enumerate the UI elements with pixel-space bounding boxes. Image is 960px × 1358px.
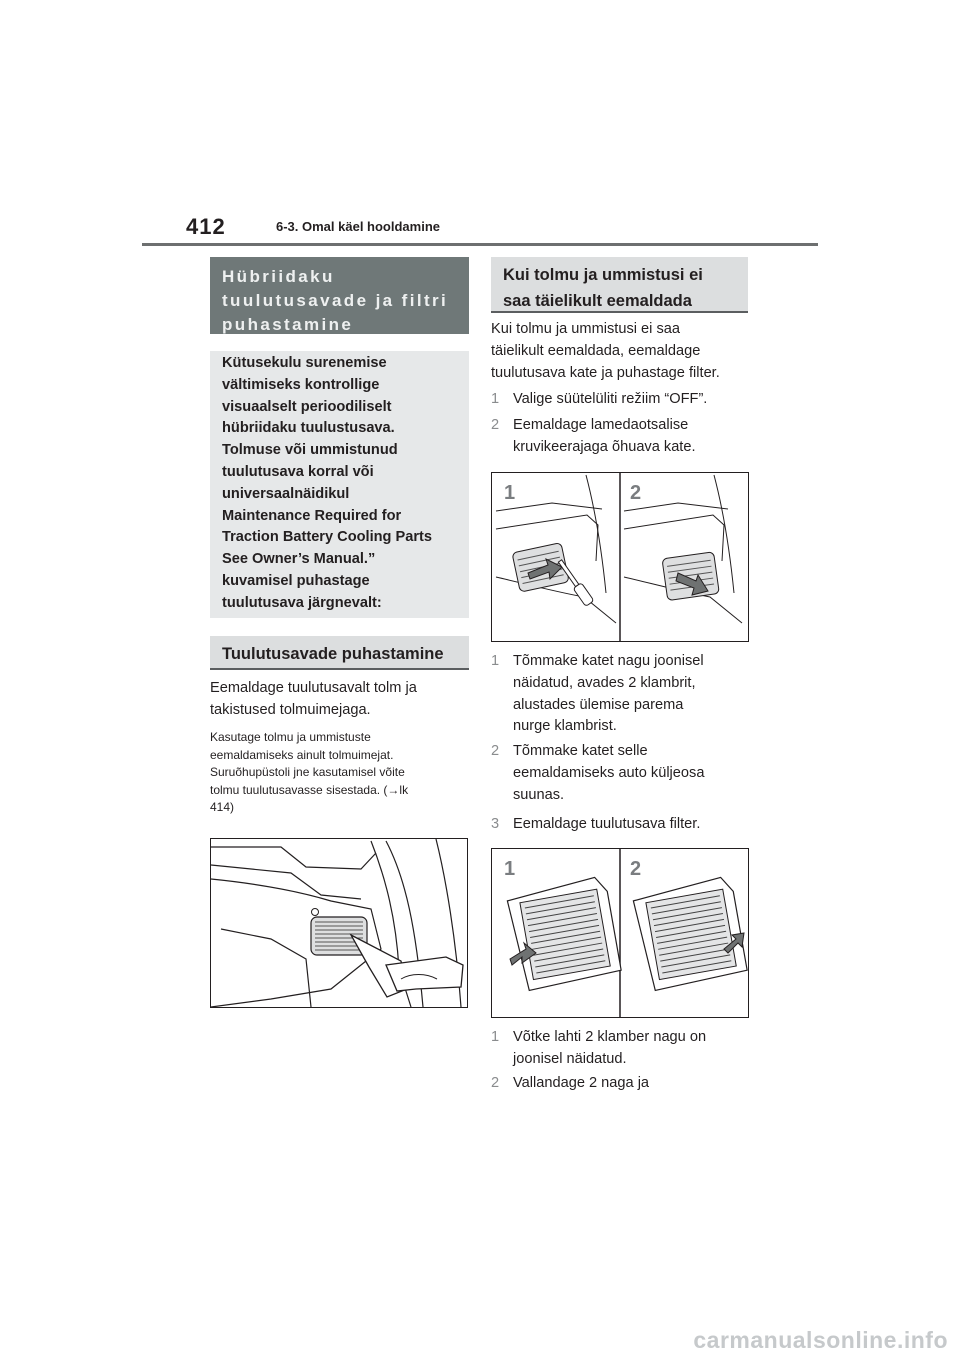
notice-line: kuvamisel puhastage (222, 572, 370, 589)
notice-line: vältimiseks kontrollige (222, 376, 380, 393)
watermark-text: carmanualsonline.info (693, 1327, 948, 1353)
step-number: 2 (491, 743, 500, 759)
topic-title-line: tuulutusavade ja filtri (222, 291, 449, 310)
filter-removal-drawing (492, 849, 748, 1017)
caution-line: 414) (210, 800, 235, 815)
intro-text (491, 319, 761, 384)
subheading-vent-cleaning: Tuulutusavade puhastamine (210, 636, 469, 670)
header-rule (142, 243, 818, 246)
caution-note (210, 729, 472, 817)
intro-line: tuulutusava kate ja puhastage filter. (491, 364, 720, 381)
instruction-line: Eemaldage tuulutusavalt tolm ja (210, 680, 417, 696)
step-1 (491, 389, 763, 411)
cover-removal-illustration (491, 472, 749, 642)
filter-removal-illustration (491, 848, 749, 1018)
notice-line: Traction Battery Cooling Parts (222, 529, 433, 546)
page-number: 412 (186, 214, 226, 239)
heading-line: Kui tolmu ja ummistusi ei (503, 266, 703, 284)
figure-label: 2 (630, 858, 642, 880)
step-line: suunas. (513, 786, 565, 803)
instruction-line: takistused tolmuimejaga. (210, 701, 371, 718)
notice-line: tuulutusava järgnevalt: (222, 594, 382, 611)
caution-line: eemaldamiseks ainult tolmuimejat. (210, 747, 394, 762)
figure-label: 1 (504, 482, 516, 504)
notice-line: visuaalselt perioodiliselt (222, 398, 392, 415)
step-number: 1 (491, 391, 500, 407)
step-line: Valige süütelüliti režiim “OFF”. (513, 391, 708, 407)
notice-line: Kütusekulu surenemise (222, 355, 387, 371)
notice-box (210, 351, 469, 618)
topic-title-line: Hübriidaku (222, 267, 335, 286)
figure-step-2 (491, 741, 763, 807)
step-line: Eemaldage lamedaotsalise (513, 417, 689, 433)
topic-title (210, 257, 469, 334)
cover-removal-drawing (492, 473, 748, 641)
caution-line: Suruõhupüstoli jne kasutamisel võite (210, 765, 405, 780)
intro-line: Kui tolmu ja ummistusi ei saa (491, 321, 680, 337)
vacuum-illustration (210, 838, 468, 1008)
step-line: Eemaldage tuulutusava filter. (513, 816, 701, 832)
step-line: alustades ülemise parema (513, 696, 684, 713)
figure-label: 1 (504, 858, 516, 880)
step-number: 1 (491, 653, 500, 669)
notice-line: universaalnäidikul (222, 485, 350, 502)
notice-line: Tolmuse või ummistunud (222, 442, 398, 459)
step-3 (491, 814, 763, 836)
step-line: eemaldamiseks auto küljeosa (513, 764, 705, 781)
step-line: Võtke lahti 2 klamber nagu on (513, 1029, 707, 1045)
step-number: 2 (491, 417, 500, 433)
step-line: näidatud, avades 2 klambrit, (513, 674, 696, 691)
step-line: Tõmmake katet selle (513, 743, 648, 759)
step-line: nurge klambrist. (513, 718, 617, 735)
step-number: 1 (491, 1029, 500, 1045)
instruction-text (210, 678, 472, 722)
step-line: Tõmmake katet nagu joonisel (513, 653, 704, 669)
vacuum-drawing (211, 839, 467, 1007)
step-number: 3 (491, 816, 500, 832)
caution-line: tolmu tuulutusavasse sisestada. (→lk (210, 782, 409, 797)
notice-line: Maintenance Required for (222, 507, 402, 524)
step-number: 2 (491, 1075, 500, 1091)
notice-line: See Owner’s Manual.” (222, 551, 376, 568)
filter-step-2 (491, 1073, 763, 1095)
heading-line: saa täielikult eemaldada (503, 292, 692, 310)
caution-line: Kasutage tolmu ja ummistuste (210, 730, 371, 744)
topic-title-line: puhastamine (222, 315, 354, 334)
step-2 (491, 415, 763, 459)
figure-step-1 (491, 651, 763, 739)
figure-label: 2 (630, 482, 642, 504)
step-line: kruvikeerajaga õhuava kate. (513, 438, 696, 455)
notice-line: tuulutusava korral või (222, 463, 374, 480)
step-line: Vallandage 2 naga ja (513, 1075, 650, 1091)
step-line: joonisel näidatud. (513, 1050, 627, 1067)
notice-line: hübriidaku tuulustusava. (222, 420, 395, 437)
intro-line: täielikult eemaldada, eemaldage (491, 342, 701, 359)
section-title: 6-3. Omal käel hooldamine (276, 219, 440, 234)
filter-step-1 (491, 1027, 763, 1071)
heading-not-removable (491, 257, 748, 313)
